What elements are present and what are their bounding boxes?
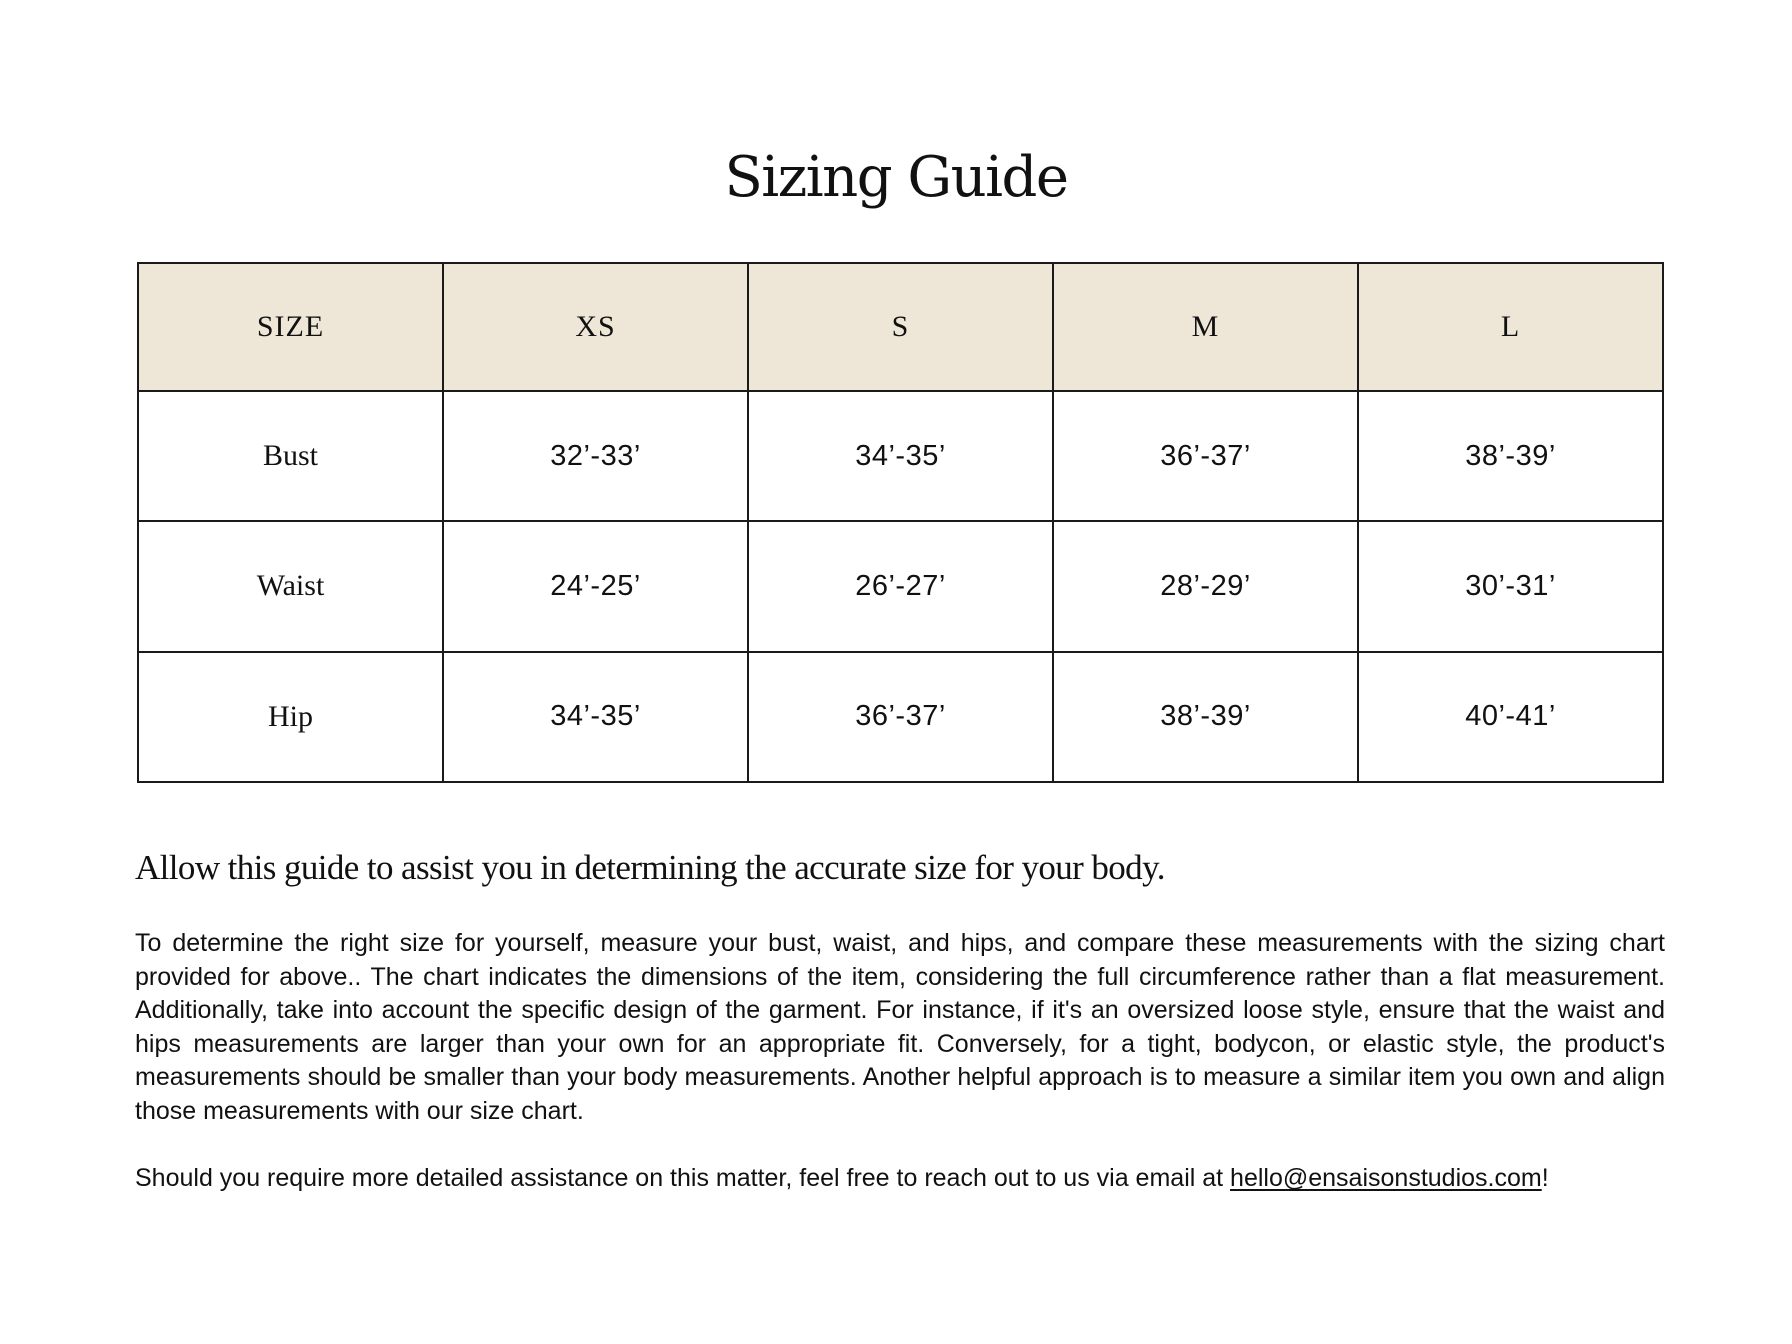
email-link[interactable]: hello@ensaisonstudios.com xyxy=(1230,1164,1542,1192)
waist-xs: 24’-25’ xyxy=(443,521,748,651)
contact-paragraph xyxy=(135,1162,1695,1196)
hip-l: 40’-41’ xyxy=(1358,652,1663,782)
header-s: S xyxy=(748,263,1053,391)
row-label-hip: Hip xyxy=(138,652,443,782)
contact-text: Should you require more detailed assistance on this matter, feel free to reach out to us via email at xyxy=(135,1164,1231,1192)
page-title: Sizing Guide xyxy=(724,145,1068,210)
bust-m: 36’-37’ xyxy=(1053,391,1358,521)
intro-heading: Allow this guide to assist you in determining the accurate size for your body. xyxy=(135,848,1165,887)
hip-m: 38’-39’ xyxy=(1053,652,1358,782)
sizing-table xyxy=(137,262,1664,783)
instructions-paragraph: To determine the right size for yourself, measure your bust, waist, and hips, and compare these measurements with the sizing chart provided for above.. The chart indicates the dimensions of the item, considering the full circumference rather than a flat measurement. Additionally, take into account the specific design of the garment. For instance, if it's an oversized loose style, ensure that the waist and hips measurements are larger than your own for an appropriate fit. Conversely, for a tight, bodycon, or elastic style, the product's measurements should be smaller than your body measurements. Another helpful approach is to measure a similar item you own and align those measurements with our size chart. xyxy=(135,929,1665,1125)
row-label-bust: Bust xyxy=(138,391,443,521)
bust-xs: 32’-33’ xyxy=(443,391,748,521)
table-row-bust xyxy=(138,391,1663,521)
contact-suffix: ! xyxy=(1541,1164,1549,1192)
header-m: M xyxy=(1053,263,1358,391)
hip-xs: 34’-35’ xyxy=(443,652,748,782)
bust-l: 38’-39’ xyxy=(1358,391,1663,521)
header-xs: XS xyxy=(443,263,748,391)
waist-l: 30’-31’ xyxy=(1358,521,1663,651)
hip-s: 36’-37’ xyxy=(748,652,1053,782)
table-row-waist xyxy=(138,521,1663,651)
header-l: L xyxy=(1358,263,1663,391)
table-row-hip xyxy=(138,652,1663,782)
row-label-waist: Waist xyxy=(138,521,443,651)
header-size: SIZE xyxy=(138,263,443,391)
bust-s: 34’-35’ xyxy=(748,391,1053,521)
table-header-row xyxy=(138,263,1663,391)
waist-s: 26’-27’ xyxy=(748,521,1053,651)
waist-m: 28’-29’ xyxy=(1053,521,1358,651)
